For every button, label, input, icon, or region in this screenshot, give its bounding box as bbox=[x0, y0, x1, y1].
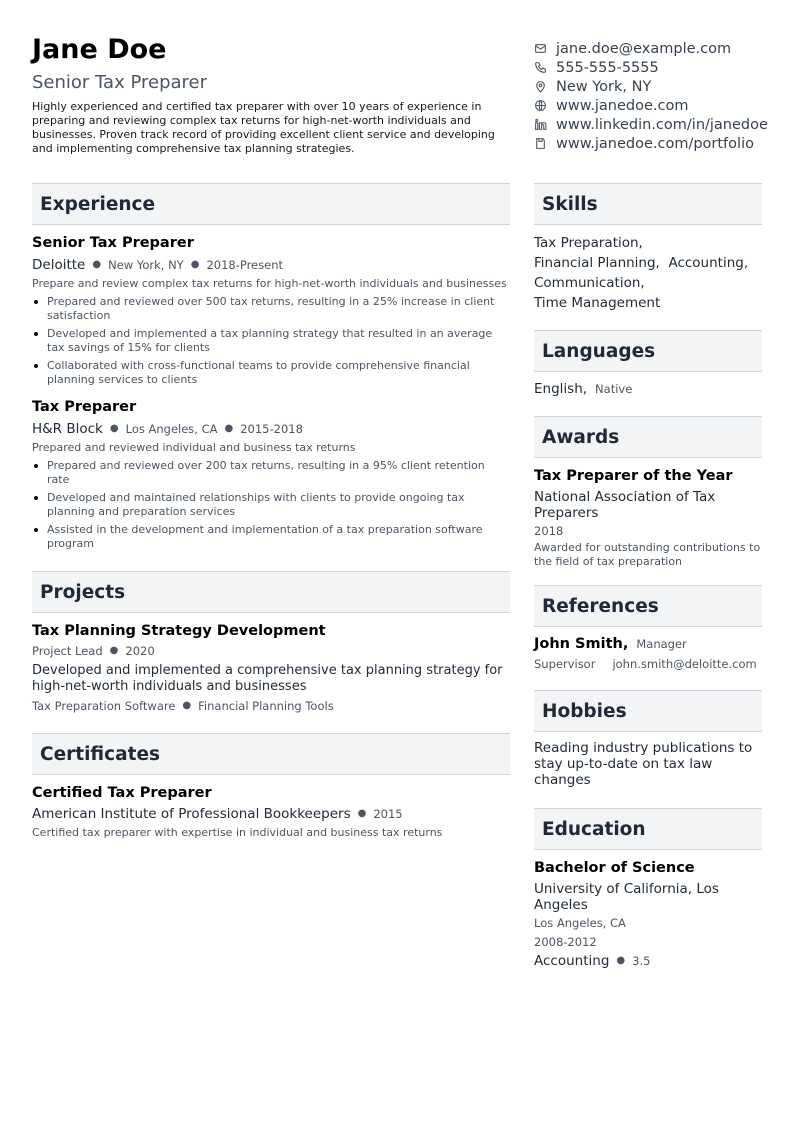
reference-name: John Smith, bbox=[534, 636, 629, 652]
language-name: English, bbox=[534, 381, 588, 397]
contact-location bbox=[534, 77, 792, 96]
job-location: Los Angeles, CA bbox=[125, 422, 218, 436]
project-tool: Financial Planning Tools bbox=[198, 699, 334, 713]
summary: Highly experienced and certified tax preparer with over 10 years of experience in preparing and reviewing complex tax returns for high-net-worth individuals and businesses. Proven track record of providing excellent client service and developing and implementing comprehensive tax planning strategies. bbox=[32, 100, 495, 155]
certificate-description: Certified tax preparer with expertise in individual and business tax returns bbox=[32, 826, 443, 839]
separator-dot: ● bbox=[109, 645, 119, 656]
education-degree: Bachelor of Science bbox=[534, 860, 695, 876]
skills-heading: Skills bbox=[534, 183, 762, 225]
project-description: Developed and implemented a comprehensive tax planning strategy for high-net-worth individuals and businesses bbox=[32, 663, 503, 694]
email-text: jane.doe@example.com bbox=[556, 40, 732, 57]
job-bullet: Assisted in the development and implementation of a tax preparation software program bbox=[32, 523, 510, 551]
project-meta bbox=[32, 643, 510, 659]
separator-dot: ● bbox=[182, 700, 192, 711]
project-tool: Tax Preparation Software bbox=[32, 699, 176, 713]
education-location: Los Angeles, CA bbox=[534, 916, 626, 930]
contact-email[interactable] bbox=[534, 39, 792, 58]
certificate-item bbox=[32, 784, 510, 840]
job-bullet: Prepared and reviewed over 200 tax returns, resulting in a 95% client retention rate bbox=[32, 459, 510, 487]
references-heading: References bbox=[534, 585, 762, 627]
reference-detail-row bbox=[534, 655, 762, 674]
contact-linkedin[interactable] bbox=[534, 115, 792, 134]
separator-dot: ● bbox=[616, 955, 626, 966]
skill-row bbox=[534, 273, 762, 293]
job-meta bbox=[32, 257, 510, 273]
location-text: New York, NY bbox=[556, 78, 652, 95]
project-tools bbox=[32, 698, 510, 714]
resume-header bbox=[32, 34, 512, 156]
language-item bbox=[534, 379, 762, 399]
skill-row bbox=[534, 253, 762, 273]
certificate-year: 2015 bbox=[373, 807, 403, 821]
candidate-name: Jane Doe bbox=[32, 34, 167, 65]
contact-website[interactable] bbox=[534, 96, 792, 115]
job-dates: 2015-2018 bbox=[240, 422, 303, 436]
award-item bbox=[534, 467, 762, 569]
award-title: Tax Preparer of the Year bbox=[534, 468, 733, 484]
experience-heading: Experience bbox=[32, 183, 510, 225]
linkedin-icon bbox=[534, 118, 547, 131]
website-text: www.janedoe.com bbox=[556, 97, 689, 114]
separator-dot: ● bbox=[190, 259, 200, 270]
map-pin-icon bbox=[534, 80, 547, 93]
job-description: Prepared and reviewed individual and business tax returns bbox=[32, 441, 356, 454]
skill-item: Financial Planning, bbox=[534, 255, 660, 271]
projects-heading: Projects bbox=[32, 571, 510, 613]
contact-portfolio[interactable] bbox=[534, 134, 792, 153]
job-bullet: Collaborated with cross-functional teams to provide comprehensive financial planning services to clients bbox=[32, 359, 510, 387]
hobbies-heading: Hobbies bbox=[534, 690, 762, 732]
job-description: Prepare and review complex tax returns for high-net-worth individuals and businesses bbox=[32, 277, 507, 290]
awards-heading: Awards bbox=[534, 416, 762, 458]
contact-list bbox=[534, 39, 792, 153]
skill-item: Accounting, bbox=[668, 255, 749, 271]
job-meta bbox=[32, 421, 510, 437]
separator-dot: ● bbox=[109, 423, 119, 434]
education-heading: Education bbox=[534, 808, 762, 850]
job-bullets bbox=[32, 295, 510, 387]
mail-icon bbox=[534, 42, 547, 55]
linkedin-text: www.linkedin.com/in/janedoe bbox=[556, 116, 768, 133]
skill-item: Communication, bbox=[534, 275, 645, 291]
job-bullets bbox=[32, 459, 510, 551]
job-location: New York, NY bbox=[108, 258, 184, 272]
education-field-row bbox=[534, 953, 762, 969]
job-bullet: Developed and implemented a tax planning strategy that resulted in an average tax savings of 15% for clients bbox=[32, 327, 510, 355]
certificate-meta bbox=[32, 806, 510, 822]
job-bullet: Developed and maintained relationships with clients to provide ongoing tax planning and preparation services bbox=[32, 491, 510, 519]
award-description: Awarded for outstanding contributions to the field of tax preparation bbox=[534, 541, 761, 568]
languages-heading: Languages bbox=[534, 330, 762, 372]
education-dates: 2008-2012 bbox=[534, 935, 597, 949]
job-dates: 2018-Present bbox=[206, 258, 284, 272]
hobby-text: Reading industry publications to stay up-to-date on tax law changes bbox=[534, 740, 753, 788]
education-field: Accounting bbox=[534, 953, 610, 969]
certificates-heading: Certificates bbox=[32, 733, 510, 775]
education-gpa: 3.5 bbox=[632, 954, 651, 968]
job-title: Tax Preparer bbox=[32, 399, 137, 415]
education-item bbox=[534, 859, 762, 969]
reference-email[interactable]: john.smith@deloitte.com bbox=[612, 657, 757, 671]
project-name: Tax Planning Strategy Development bbox=[32, 623, 326, 639]
candidate-title: Senior Tax Preparer bbox=[32, 72, 208, 93]
left-column bbox=[32, 183, 510, 840]
portfolio-text: www.janedoe.com/portfolio bbox=[556, 135, 754, 152]
separator-dot: ● bbox=[92, 259, 102, 270]
reference-item bbox=[534, 635, 762, 674]
contact-phone[interactable] bbox=[534, 58, 792, 77]
separator-dot: ● bbox=[224, 423, 234, 434]
award-org: National Association of Tax Preparers bbox=[534, 489, 716, 521]
experience-item bbox=[32, 234, 510, 387]
skills-list bbox=[534, 233, 762, 313]
reference-name-row bbox=[534, 635, 762, 654]
right-column bbox=[534, 183, 762, 969]
project-role: Project Lead bbox=[32, 644, 103, 658]
phone-icon bbox=[534, 61, 547, 74]
skill-row bbox=[534, 293, 762, 313]
award-year: 2018 bbox=[534, 524, 564, 538]
project-year: 2020 bbox=[125, 644, 155, 658]
certificate-name: Certified Tax Preparer bbox=[32, 785, 212, 801]
certificate-issuer: American Institute of Professional Bookkeepers bbox=[32, 806, 351, 822]
reference-relation: Supervisor bbox=[534, 657, 596, 671]
phone-text: 555-555-5555 bbox=[556, 59, 659, 76]
company-name: Deloitte bbox=[32, 257, 86, 273]
job-bullet: Prepared and reviewed over 500 tax returns, resulting in a 25% increase in client satisfaction bbox=[32, 295, 510, 323]
skill-item: Time Management bbox=[534, 295, 661, 311]
separator-dot: ● bbox=[357, 808, 367, 819]
skill-item: Tax Preparation, bbox=[534, 235, 643, 251]
globe-icon bbox=[534, 99, 547, 112]
portfolio-icon bbox=[534, 137, 547, 150]
education-school: University of California, Los Angeles bbox=[534, 881, 719, 913]
company-name: H&R Block bbox=[32, 421, 103, 437]
experience-item bbox=[32, 398, 510, 551]
reference-position: Manager bbox=[636, 637, 687, 651]
job-title: Senior Tax Preparer bbox=[32, 235, 194, 251]
skill-row bbox=[534, 233, 762, 253]
language-level: Native bbox=[595, 382, 633, 396]
project-item bbox=[32, 622, 510, 714]
